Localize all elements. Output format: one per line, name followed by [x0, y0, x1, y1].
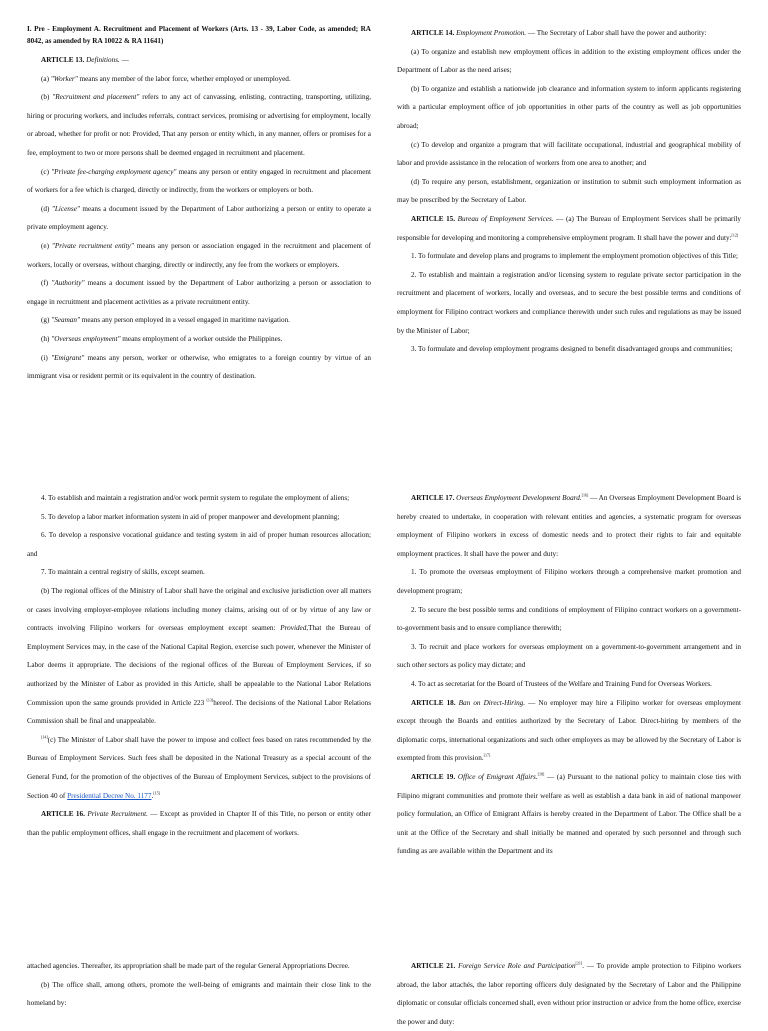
page3-right-column: [397, 957, 741, 1031]
definition-overseas-employment: (h) "Overseas employment" means employment of a worker outside the Philippines.: [41, 334, 283, 343]
footnote-ref: [16]: [581, 492, 589, 498]
article-19-paragraph-b: (b) The office shall, among others, promote the well-being of emigrants and maintain their close link to the homeland by:: [27, 980, 371, 1008]
page2-right-column: [397, 489, 741, 861]
article-18-heading: ARTICLE 18. Ban on Direct-Hiring. — No employer may hire a Filipino worker for overseas employment except through the Boards and entities authorized by the Secretary of Labor. Direct-hiring by members of the diplomatic corps, international organizations and such other employers as may be allowed by the Secretary of Labor is exempted from this provision.[17]: [397, 698, 741, 763]
definition-recruitment-entity: (e) "Private recruitment entity" means any person or association engaged in the recruitment and placement of workers, locally or overseas, without charging, directly or indirectly, any fee from the workers or employers.: [27, 241, 371, 269]
article-17-item-3: 3. To recruit and place workers for overseas employment on a government-to-government arrangement and in such other sectors as policy may dictate; and: [397, 642, 741, 670]
article-15-paragraph-c: [14](c) The Minister of Labor shall have the power to impose and collect fees based on rates recommended by the Bureau of Employment Services. Such fees shall be deposited in the National Treasury as a special account of the General Fund, for the promotion of the objectives of the Bureau of Employment Services, subject to the provisions of Section 40 of Presidential Decree No. 1177.[15]: [27, 734, 371, 800]
article-15-paragraph-b: (b) The regional offices of the Ministry of Labor shall have the original and exclusive jurisdiction over all matters or cases involving employer-employee relations including money claims, arising out of or by virtue of any law or contracts involving Filipino workers for overseas employment except seamen: Provided,That the Bureau of Employment Services may, in the case of the National Capital Region, exercise such power, whenever the Minister of Labor deems it appropriate. The decisions of the regional offices of the Bureau of Employment Services, if so authorized by the Minister of Labor as provided in this Article, shall be appealable to the National Labor Relations Commission upon the same grounds provided in Article 223 [13]hereof. The decisions of the National Labor Relations Commission shall be final and unappealable.: [27, 586, 371, 726]
definition-emigrant: (i) "Emigrant" means any person, worker or otherwise, who emigrates to a foreign country by virtue of an immigrant visa or resident permit or its equivalent in the country of destination.: [27, 353, 371, 381]
article-15-item-3: 3. To formulate and develop employment programs designed to benefit disadvantaged groups and communities;: [411, 345, 733, 354]
footnote-ref: [18]: [537, 771, 545, 777]
article-15-item-5: 5. To develop a labor market information system in aid of proper manpower and development planning;: [41, 512, 340, 521]
definition-license: (d) "License" means a document issued by the Department of Labor authorizing a person or entity to operate a private employment agency.: [27, 204, 371, 232]
definition-authority: (f) "Authority" means a document issued by the Department of Labor authorizing a person or association to engage in recruitment and placement activities as a private recruitment entity.: [27, 279, 371, 306]
article-14-item-d: (d) To require any person, establishment, organization or institution to submit such employment information as may be prescribed by the Secretary of Labor.: [397, 177, 741, 205]
footnote-ref: [14]: [41, 734, 48, 740]
presidential-decree-link[interactable]: Presidential Decree No. 1177: [67, 791, 152, 800]
article-17-heading: ARTICLE 17. Overseas Employment Development Board.[16] — An Overseas Employment Development Board is hereby created to undertake, in cooperation with relevant entities and agencies, a systematic program for overseas employment of Filipino workers in excess of domestic needs and to protect their rights to fair and equitable employment practices. It shall have the power and duty:: [397, 492, 742, 558]
page2-left-column: [27, 489, 371, 842]
article-15-heading: ARTICLE 15. Bureau of Employment Services. — (a) The Bureau of Employment Services shall be primarily responsible for developing and monitoring a comprehensive employment program. It shall have the power and duty:[12]: [397, 214, 742, 242]
page1-right-column: [397, 24, 741, 359]
article-17-item-2: 2. To secure the best possible terms and conditions of employment of Filipino contract workers on a government-to-government basis and to ensure compliance therewith;: [397, 605, 741, 633]
article-16-heading: ARTICLE 16. Private Recruitment. — Except as provided in Chapter II of this Title, no person or entity other than the public employment offices, shall engage in the recruitment and placement of workers.: [27, 810, 371, 837]
footnote-ref: [17]: [483, 752, 491, 758]
page3-left-column: [27, 957, 371, 1013]
article-13-heading: ARTICLE 13. Definitions. —: [41, 56, 129, 64]
article-15-item-7: 7. To maintain a central registry of skills, except seamen.: [41, 568, 205, 577]
page1-left-column: [27, 24, 371, 386]
article-15-item-1: 1. To formulate and develop plans and programs to implement the employment promotion objectives of this Title;: [411, 252, 738, 261]
definition-worker: (a) "Worker" means any member of the labor force, whether employed or unemployed.: [41, 74, 291, 83]
article-14-item-c: (c) To develop and organize a program that will facilitate occupational, industrial and geographical mobility of labor and provide assistance in the relocation of workers from one area to another; and: [397, 140, 741, 168]
article-19-heading: ARTICLE 19. Office of Emigrant Affairs.[18] — (a) Pursuant to the national policy to maintain close ties with Filipino migrant communities and promote their welfare as well as establish a data bank in aid of national manpower policy formulation, an Office of Emigrant Affairs is hereby created in the Department of Labor. The Office shall be a unit at the Office of the Secretary and shall initially be manned and operated by such personnel and through such funding as are available within the Department and its: [397, 771, 741, 856]
article-21-heading: ARTICLE 21. Foreign Service Role and Participation[21]. — To provide ample protection to Filipino workers abroad, the labor attachés, the labor reporting officers duly designated by the Secretary of Labor and the Philippine diplomatic or consular officials concerned shall, even without prior instruction or advice from the home office, exercise the power and duty:: [397, 960, 742, 1026]
definition-recruitment: (b) "Recruitment and placement" refers to any act of canvassing, enlisting, contracting, transporting, utilizing, hiring or procuring workers, and includes referrals, contract services, promising or advertising for employment, locally or abroad, whether for profit or not: Provided, That any person or entity which, in any manner, offers or promises for a fee, employment to two or more persons shall be deemed engaged in recruitment and placement.: [27, 93, 371, 157]
article-19-continuation: attached agencies. Thereafter, its appropriation shall be made part of the regular General Appropriations Decree.: [27, 962, 350, 970]
footnote-ref: [15]: [153, 790, 160, 796]
article-17-item-1: 1. To promote the overseas employment of Filipino workers through a comprehensive market promotion and development program;: [397, 568, 741, 595]
section-header: I. Pre - Employment A. Recruitment and Placement of Workers (Arts. 13 - 39, Labor Code, as amended; RA 8042, as amended by RA 10022 & RA 11641): [27, 25, 371, 45]
article-15-item-2: 2. To establish and maintain a registration and/or licensing system to regulate private sector participation in the recruitment and placement of workers, locally and overseas, and to secure the best possible terms and conditions of employment for Filipino contract workers and compliance therewith under such rules and regulations as may be issued by the Minister of Labor;: [397, 270, 741, 335]
article-14-item-a: (a) To organize and establish new employment offices in addition to the existing employment offices under the Department of Labor as the need arises;: [397, 47, 741, 75]
definition-fee-agency: (c) "Private fee-charging employment agency" means any person or entity engaged in recruitment and placement of workers for a fee which is charged, directly or indirectly, from the workers or employers or both.: [27, 167, 371, 195]
article-14-item-b: (b) To organize and establish a nationwide job clearance and information system to inform applicants registering with a particular employment office of job opportunities in other parts of the country as well as job opportunities abroad;: [397, 84, 741, 130]
definition-seaman: (g) "Seaman" means any person employed in a vessel engaged in maritime navigation.: [41, 316, 290, 325]
article-15-item-6: 6. To develop a responsive vocational guidance and testing system in aid of proper human resources allocation; and: [27, 531, 371, 558]
article-15-item-4: 4. To establish and maintain a registration and/or work permit system to regulate the employment of aliens;: [41, 494, 350, 502]
footnote-ref: [12]: [731, 232, 739, 238]
footnote-ref: [21]: [575, 960, 583, 966]
footnote-ref: [13]: [206, 697, 214, 703]
article-14-heading: ARTICLE 14. Employment Promotion. — The Secretary of Labor shall have the power and authority:: [411, 29, 707, 37]
article-17-item-4: 4. To act as secretariat for the Board of Trustees of the Welfare and Training Fund for Overseas Workers.: [411, 679, 712, 688]
